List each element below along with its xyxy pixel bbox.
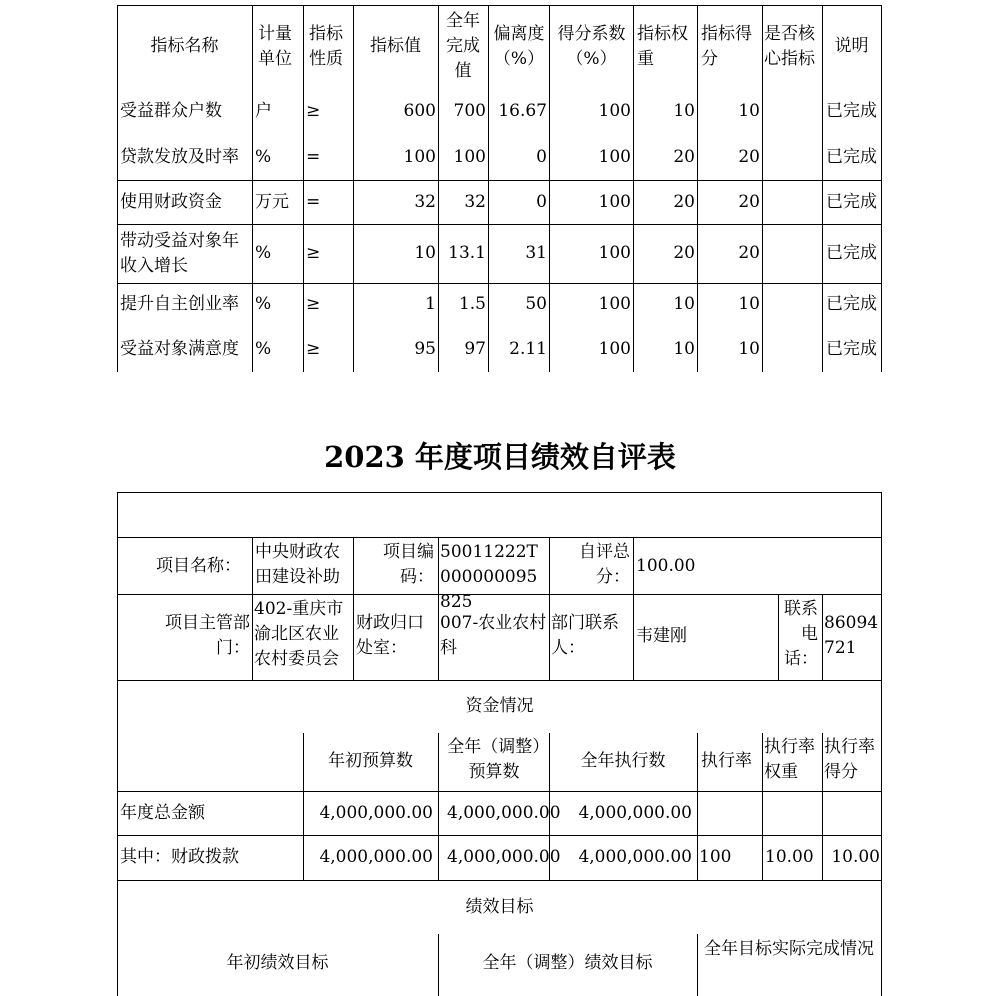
indicator-coefficient: 100: [598, 294, 631, 314]
indicator-unit: %: [255, 294, 272, 314]
header-nature: 指标性质: [309, 24, 343, 69]
grid-line: [697, 934, 698, 996]
indicator-name: 提升自主创业率: [120, 294, 239, 314]
indicator-nature: =: [306, 147, 321, 167]
grid-line: [762, 5, 763, 372]
indicator-weight: 20: [673, 147, 695, 167]
funds-header-initial: 年初预算数: [328, 751, 413, 771]
header-actual: 全年完成值: [446, 11, 480, 81]
header-target: 指标值: [370, 36, 421, 56]
funds-initial: 4,000,000.00: [319, 803, 433, 823]
header-weight: 指标权重: [637, 24, 688, 69]
indicator-name: 受益对象满意度: [120, 339, 239, 359]
indicator-unit: %: [255, 147, 272, 167]
self-score-value: 100.00: [636, 556, 696, 576]
header-coefficient: 得分系数（%）: [557, 24, 626, 69]
project-code-label: 项目编码：: [383, 542, 434, 587]
indicator-unit: %: [255, 243, 272, 263]
indicator-actual: 97: [464, 339, 486, 359]
performance-section-title: 绩效目标: [465, 897, 534, 917]
performance-header-adjusted: 全年（调整）绩效目标: [482, 953, 653, 973]
grid-line: [252, 537, 253, 594]
indicator-nature: ≥: [306, 243, 321, 263]
page-title: 2023 年度项目绩效自评表: [324, 440, 676, 474]
indicator-coefficient: 100: [598, 147, 631, 167]
grid-line: [117, 283, 882, 284]
indicator-note: 已完成: [826, 192, 877, 212]
finance-office-value: 007-农业农村科: [440, 613, 547, 658]
indicator-name: 受益群众户数: [120, 101, 222, 121]
grid-line: [353, 537, 354, 594]
indicator-weight: 20: [673, 243, 695, 263]
indicator-weight: 10: [673, 101, 695, 121]
indicator-unit: 户: [255, 101, 272, 121]
grid-line: [252, 5, 253, 372]
funds-row-label: 其中：财政拨款: [120, 847, 239, 867]
funds-header-rate-score: 执行率得分: [824, 737, 875, 782]
indicator-target: 1: [425, 294, 436, 314]
finance-office-label: 财政归口处室：: [356, 613, 424, 658]
indicator-target: 600: [403, 101, 436, 121]
funds-adjusted: 4,000,000.00: [447, 803, 561, 823]
indicator-nature: ≥: [306, 101, 321, 121]
funds-header-rate: 执行率: [701, 751, 752, 771]
grid-line: [762, 733, 763, 880]
indicator-name: 贷款发放及时率: [120, 147, 239, 167]
grid-line: [633, 594, 634, 680]
indicator-weight: 20: [673, 192, 695, 212]
indicator-note: 已完成: [826, 243, 877, 263]
indicator-coefficient: 100: [598, 101, 631, 121]
indicator-name: 使用财政资金: [120, 192, 222, 212]
department-value: 402-重庆市渝北区农业农村委员会: [254, 599, 344, 669]
grid-line: [252, 594, 253, 680]
funds-executed: 4,000,000.00: [578, 847, 692, 867]
grid-line: [549, 594, 550, 680]
grid-line: [697, 733, 698, 880]
grid-line: [117, 5, 882, 6]
indicator-coefficient: 100: [598, 339, 631, 359]
indicator-unit: %: [255, 339, 272, 359]
indicator-coefficient: 100: [598, 243, 631, 263]
grid-line: [117, 791, 882, 792]
indicator-coefficient: 100: [598, 192, 631, 212]
funds-rate-score: 10.00: [831, 847, 880, 867]
contact-value: 韦建刚: [636, 626, 687, 646]
grid-line: [117, 880, 882, 881]
grid-line: [117, 492, 882, 493]
contact-label: 部门联系人：: [551, 613, 619, 658]
indicator-unit: 万元: [255, 192, 289, 212]
grid-line: [881, 5, 882, 372]
grid-line: [822, 5, 823, 372]
grid-line: [353, 594, 354, 680]
indicator-note: 已完成: [826, 339, 877, 359]
indicator-target: 95: [414, 339, 436, 359]
department-label: 项目主管部门：: [165, 613, 250, 658]
funds-adjusted: 4,000,000.00: [447, 847, 561, 867]
indicator-score: 10: [738, 101, 760, 121]
header-core: 是否核心指标: [764, 24, 815, 69]
grid-line: [117, 5, 118, 372]
indicator-deviation: 50: [525, 294, 547, 314]
phone-label: 联系电话：: [784, 599, 818, 669]
indicator-target: 32: [414, 192, 436, 212]
indicator-actual: 700: [453, 101, 486, 121]
indicator-score: 20: [738, 192, 760, 212]
funds-row-label: 年度总金额: [120, 803, 205, 823]
indicator-target: 10: [414, 243, 436, 263]
project-code-value: 50011222T000000095825: [440, 542, 538, 612]
grid-line: [438, 537, 439, 594]
indicator-score: 10: [738, 294, 760, 314]
grid-line: [438, 733, 439, 880]
funds-rate-weight: 10.00: [765, 847, 814, 867]
indicator-actual: 100: [453, 147, 486, 167]
grid-line: [881, 492, 882, 996]
indicator-nature: =: [306, 192, 321, 212]
header-note: 说明: [834, 36, 869, 56]
phone-value: 86094721: [824, 613, 879, 658]
grid-line: [117, 224, 882, 225]
grid-line: [438, 594, 439, 680]
indicator-deviation: 0: [536, 147, 547, 167]
indicator-actual: 13.1: [448, 243, 486, 263]
grid-line: [549, 537, 550, 594]
funds-executed: 4,000,000.00: [578, 803, 692, 823]
indicator-weight: 10: [673, 294, 695, 314]
funds-section-title: 资金情况: [465, 696, 534, 716]
funds-initial: 4,000,000.00: [319, 847, 433, 867]
indicator-actual: 32: [464, 192, 486, 212]
funds-header-adjusted: 全年（调整）预算数: [447, 737, 541, 782]
indicator-nature: ≥: [306, 294, 321, 314]
funds-header-rate-weight: 执行率权重: [764, 737, 815, 782]
funds-rate: 100: [699, 847, 732, 867]
indicator-note: 已完成: [826, 147, 877, 167]
indicator-note: 已完成: [826, 101, 877, 121]
self-score-label: 自评总分：: [579, 542, 630, 587]
indicator-deviation: 16.67: [498, 101, 547, 121]
indicator-score: 20: [738, 243, 760, 263]
header-score: 指标得分: [701, 24, 752, 69]
header-indicator-name: 指标名称: [150, 36, 219, 56]
indicator-deviation: 0: [536, 192, 547, 212]
grid-line: [117, 492, 118, 996]
indicator-name: 带动受益对象年收入增长: [120, 231, 239, 276]
grid-line: [117, 680, 882, 681]
funds-header-executed: 全年执行数: [580, 751, 666, 771]
indicator-target: 100: [403, 147, 436, 167]
indicator-deviation: 2.11: [509, 339, 547, 359]
indicator-score: 10: [738, 339, 760, 359]
grid-line: [633, 537, 634, 594]
grid-line: [117, 180, 882, 181]
grid-line: [117, 835, 882, 836]
project-name-value: 中央财政农田建设补助: [255, 542, 340, 587]
indicator-weight: 10: [673, 339, 695, 359]
indicator-nature: ≥: [306, 339, 321, 359]
grid-line: [303, 5, 304, 372]
grid-line: [117, 537, 882, 538]
project-name-label: 项目名称：: [156, 556, 241, 576]
header-unit: 计量单位: [258, 24, 292, 69]
indicator-score: 20: [738, 147, 760, 167]
grid-line: [822, 594, 823, 680]
performance-header-actual: 全年目标实际完成情况: [704, 939, 874, 959]
indicator-note: 已完成: [826, 294, 877, 314]
performance-header-initial: 年初绩效目标: [226, 953, 329, 973]
indicator-actual: 1.5: [458, 294, 486, 314]
indicator-deviation: 31: [525, 243, 547, 263]
header-deviation: 偏离度（%）: [493, 24, 545, 69]
